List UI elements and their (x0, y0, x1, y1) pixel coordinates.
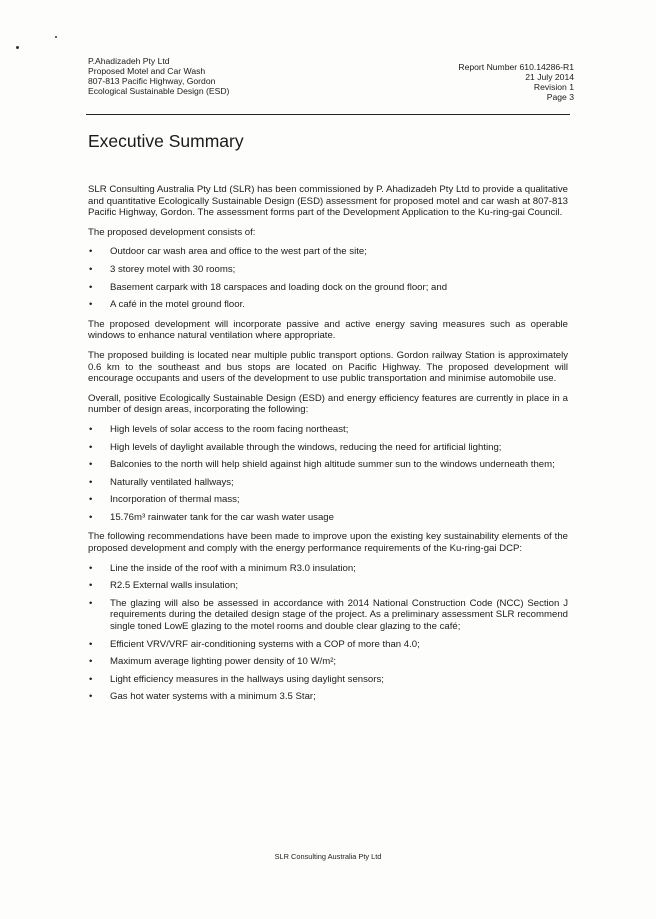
bullet-icon: • (89, 476, 93, 488)
bullet-icon: • (89, 246, 93, 258)
esd-lead: Overall, positive Ecologically Sustainable Design (ESD) and energy efficiency features are currently in place in a number of design areas, incorporating the following: (88, 392, 568, 416)
list-item (88, 494, 568, 506)
header-page-number: Page 3 (546, 92, 574, 102)
list-item (88, 246, 568, 258)
development-list (88, 246, 568, 310)
document-body (88, 184, 568, 711)
list-item-text: Light efficiency measures in the hallways using daylight sensors; (110, 673, 384, 685)
bullet-icon: • (89, 281, 93, 293)
list-item (88, 477, 568, 489)
header-report-type: Ecological Sustainable Design (ESD) (88, 86, 230, 96)
page-title: Executive Summary (88, 131, 244, 151)
list-item (88, 442, 568, 454)
header-date: 21 July 2014 (525, 72, 574, 82)
list-item-text: High levels of daylight available through the windows, reducing the need for artificial lighting; (110, 441, 502, 453)
list-item-text: Naturally ventilated hallways; (110, 476, 234, 488)
header-left (88, 56, 229, 96)
bullet-icon: • (89, 673, 93, 685)
bullet-icon: • (89, 459, 93, 471)
recommend-list (88, 563, 568, 703)
bullet-icon: • (89, 494, 93, 506)
bullet-icon: • (89, 299, 93, 311)
header-company: P.Ahadizadeh Pty Ltd (88, 56, 170, 66)
list-item (88, 580, 568, 592)
list-item (88, 512, 568, 524)
bullet-icon: • (89, 580, 93, 592)
bullet-icon: • (89, 656, 93, 668)
scan-speck (16, 46, 19, 49)
header-project: Proposed Motel and Car Wash (88, 66, 206, 76)
list-item-text: R2.5 External walls insulation; (110, 580, 238, 592)
header-divider (86, 114, 570, 115)
bullet-icon: • (89, 691, 93, 703)
page-footer: SLR Consulting Australia Pty Ltd (274, 852, 382, 861)
passive-paragraph: The proposed development will incorporate passive and active energy saving measures such as operable windows to enhance natural ventilation where appropriate. (88, 318, 568, 342)
list-item (88, 691, 568, 703)
bullet-icon: • (89, 638, 93, 650)
list-item (88, 598, 568, 633)
list-item (88, 299, 568, 311)
list-item-text: Efficient VRV/VRF air-conditioning systems with a COP of more than 4.0; (110, 638, 420, 650)
bullet-icon: • (89, 597, 93, 609)
list-item-text: High levels of solar access to the room facing northeast; (110, 423, 349, 435)
list-item-text: Incorporation of thermal mass; (110, 494, 240, 506)
intro-paragraph: SLR Consulting Australia Pty Ltd (SLR) has been commissioned by P. Ahadizadeh Pty Ltd to provide a qualitative and quantitative Ecologically Sustainable Design (ESD) assessment for proposed motel and car wash at 807-813 Pacific Highway, Gordon. The assessment forms part of the Development Application to the Ku-ring-gai Council. (88, 184, 568, 219)
list-item (88, 639, 568, 651)
list-item-text: A café in the motel ground floor. (110, 299, 245, 311)
list-item (88, 459, 568, 471)
esd-list (88, 424, 568, 524)
bullet-icon: • (89, 263, 93, 275)
list-item-text: Balconies to the north will help shield against high altitude summer sun to the windows underneath them; (110, 459, 555, 471)
list-item-text: Basement carpark with 18 carspaces and loading dock on the ground floor; and (110, 281, 448, 293)
transport-paragraph: The proposed building is located near multiple public transport options. Gordon railway Station is approximately 0.6 km to the southeast and bus stops are located on Pacific Highway. The proposed development will encourage occupants and users of the development to use public transportation and minimise automobile use. (88, 349, 568, 385)
list-item (88, 563, 568, 575)
list-item (88, 424, 568, 436)
scan-speck (55, 36, 57, 38)
list-item (88, 282, 568, 294)
header-right (458, 62, 574, 102)
list-item-text: 15.76m³ rainwater tank for the car wash water usage (110, 511, 334, 523)
development-lead: The proposed development consists of: (88, 226, 256, 238)
bullet-icon: • (89, 511, 93, 523)
bullet-icon: • (89, 562, 93, 574)
list-item (88, 264, 568, 276)
list-item (88, 674, 568, 686)
recommend-lead: The following recommendations have been made to improve upon the existing key sustainability elements of the proposed development and comply with the energy performance requirements of the Ku-ring-gai DCP: (88, 531, 568, 555)
list-item-text: Line the inside of the roof with a minimum R3.0 insulation; (110, 562, 356, 574)
header-address: 807-813 Pacific Highway, Gordon (88, 76, 216, 86)
list-item-text: Outdoor car wash area and office to the west part of the site; (110, 246, 367, 258)
header-report-number: Report Number 610.14286-R1 (458, 62, 574, 72)
list-item (88, 656, 568, 668)
list-item-text: The glazing will also be assessed in accordance with 2014 National Construction Code (NCC) Section J requirements during the detailed design stage of the project. As a preliminary assessment SLR recommend single toned LowE glazing to the motel rooms and double clear glazing to the café; (110, 597, 568, 633)
list-item-text: Gas hot water systems with a minimum 3.5 Star; (110, 691, 316, 703)
bullet-icon: • (89, 441, 93, 453)
bullet-icon: • (89, 423, 93, 435)
list-item-text: Maximum average lighting power density of 10 W/m²; (110, 656, 337, 668)
header-revision: Revision 1 (533, 82, 574, 92)
list-item-text: 3 storey motel with 30 rooms; (110, 263, 236, 275)
